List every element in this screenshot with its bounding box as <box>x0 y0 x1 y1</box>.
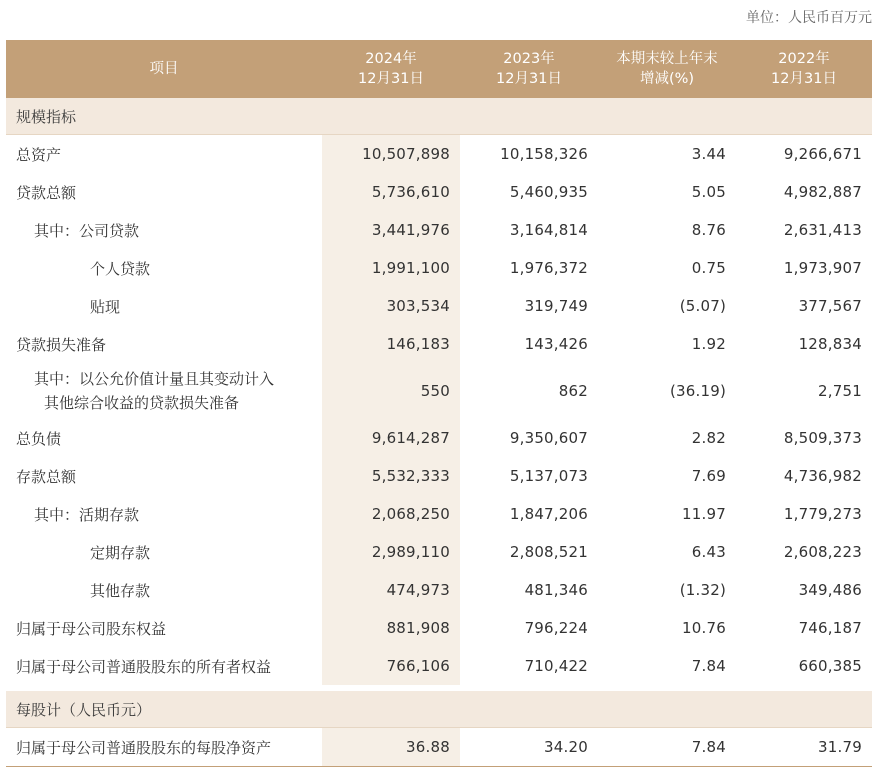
cell-2024: 10,507,898 <box>322 135 460 174</box>
cell-change: 8.76 <box>691 221 726 239</box>
row-label-text: 其中：活期存款 <box>34 505 140 524</box>
row-label: 总资产 <box>16 145 62 164</box>
table-row <box>6 173 872 211</box>
cell-2022: 2,608,223 <box>783 543 862 561</box>
table-row <box>6 419 872 457</box>
header-2023: 2023年 12月31日 <box>460 40 598 98</box>
cell-2023: 862 <box>558 382 588 400</box>
row-label: 贷款损失准备 <box>16 335 107 354</box>
header-change: 本期末较上年末 增减(%) <box>598 40 736 98</box>
cell-2024: 303,534 <box>322 287 460 325</box>
cell-2022: 1,779,273 <box>783 505 862 523</box>
cell-2023: 9,350,607 <box>509 429 588 447</box>
cell-2024: 5,532,333 <box>322 457 460 495</box>
table-row <box>6 363 872 419</box>
table-row <box>6 647 872 685</box>
table-row <box>6 533 872 571</box>
section-title: 规模指标 <box>6 98 872 135</box>
table-row <box>6 609 872 647</box>
cell-change: 6.43 <box>691 543 726 561</box>
financial-table <box>6 40 872 767</box>
table-row <box>6 211 872 249</box>
row-label-line-2: 其他综合收益的贷款损失准备 <box>44 394 240 412</box>
cell-change: 10.76 <box>682 619 726 637</box>
cell-2024: 881,908 <box>322 609 460 647</box>
row-label: 归属于母公司普通股股东的所有者权益 <box>16 657 272 676</box>
row-label-text: 其他存款 <box>90 581 151 600</box>
row-label <box>6 363 322 419</box>
table-row <box>6 325 872 363</box>
cell-2022: 4,736,982 <box>783 467 862 485</box>
row-label-text: 贴现 <box>90 297 121 316</box>
cell-change: 1.92 <box>691 335 726 353</box>
cell-change: 3.44 <box>691 145 726 163</box>
cell-2022: 660,385 <box>798 657 862 675</box>
table-row <box>6 135 872 174</box>
cell-2024: 2,068,250 <box>322 495 460 533</box>
cell-2023: 5,137,073 <box>509 467 588 485</box>
row-label-line-1: 其中：以公允价值计量且其变动计入 <box>34 370 275 388</box>
cell-change: 7.84 <box>691 657 726 675</box>
cell-2024: 5,736,610 <box>322 173 460 211</box>
cell-change: (1.32) <box>679 581 726 599</box>
header-2024: 2024年 12月31日 <box>322 40 460 98</box>
cell-2024: 2,989,110 <box>322 533 460 571</box>
row-label <box>6 571 322 609</box>
cell-change: 2.82 <box>691 429 726 447</box>
cell-2022: 8,509,373 <box>783 429 862 447</box>
cell-change: 11.97 <box>682 505 726 523</box>
unit-note: 单位：人民币百万元 <box>746 10 872 26</box>
cell-2024: 36.88 <box>322 728 460 767</box>
cell-change: 7.84 <box>598 728 736 767</box>
cell-2023: 796,224 <box>524 619 588 637</box>
cell-2022: 4,982,887 <box>783 183 862 201</box>
cell-2023: 10,158,326 <box>500 145 588 163</box>
cell-2024: 1,991,100 <box>322 249 460 287</box>
cell-change: 0.75 <box>691 259 726 277</box>
table-row <box>6 287 872 325</box>
row-label <box>6 495 322 533</box>
row-label <box>6 533 322 571</box>
cell-2022: 2,631,413 <box>783 221 862 239</box>
table-row <box>6 728 872 767</box>
table-row <box>6 571 872 609</box>
cell-2023: 319,749 <box>524 297 588 315</box>
cell-2022: 1,973,907 <box>783 259 862 277</box>
row-label <box>6 287 322 325</box>
cell-2022: 9,266,671 <box>783 145 862 163</box>
cell-change: (5.07) <box>679 297 726 315</box>
table-row <box>6 249 872 287</box>
cell-2024: 474,973 <box>322 571 460 609</box>
table-header-row <box>6 40 872 98</box>
cell-2022: 746,187 <box>798 619 862 637</box>
row-label: 贷款总额 <box>16 183 77 202</box>
cell-2023: 34.20 <box>460 728 598 767</box>
cell-2023: 5,460,935 <box>509 183 588 201</box>
table-row <box>6 457 872 495</box>
cell-change: 5.05 <box>691 183 726 201</box>
cell-2023: 1,976,372 <box>509 259 588 277</box>
row-label: 存款总额 <box>16 467 77 486</box>
cell-2023: 481,346 <box>524 581 588 599</box>
row-label: 归属于母公司普通股股东的每股净资产 <box>6 728 322 767</box>
cell-2023: 3,164,814 <box>509 221 588 239</box>
cell-2023: 2,808,521 <box>509 543 588 561</box>
row-label <box>6 249 322 287</box>
header-item: 项目 <box>6 40 322 98</box>
cell-2023: 143,426 <box>524 335 588 353</box>
cell-2022: 349,486 <box>798 581 862 599</box>
row-label-text: 定期存款 <box>90 543 151 562</box>
row-label-text: 其中：公司贷款 <box>34 221 140 240</box>
cell-2022: 31.79 <box>736 728 872 767</box>
cell-2023: 710,422 <box>524 657 588 675</box>
cell-2024: 550 <box>322 363 460 419</box>
cell-2022: 377,567 <box>798 297 862 315</box>
row-label: 归属于母公司股东权益 <box>16 619 167 638</box>
cell-2023: 1,847,206 <box>509 505 588 523</box>
cell-2024: 766,106 <box>322 647 460 685</box>
cell-change: 7.69 <box>691 467 726 485</box>
cell-2022: 128,834 <box>798 335 862 353</box>
section-row-scale <box>6 98 872 135</box>
section-row-per-share <box>6 691 872 728</box>
cell-2024: 3,441,976 <box>322 211 460 249</box>
row-label-text: 个人贷款 <box>90 259 151 278</box>
header-2022: 2022年 12月31日 <box>736 40 872 98</box>
row-label <box>6 211 322 249</box>
row-label: 总负债 <box>16 429 62 448</box>
section-title: 每股计（人民币元） <box>6 691 872 728</box>
table-row <box>6 495 872 533</box>
cell-2022: 2,751 <box>818 382 862 400</box>
cell-2024: 146,183 <box>322 325 460 363</box>
cell-change: (36.19) <box>669 382 726 400</box>
cell-2024: 9,614,287 <box>322 419 460 457</box>
